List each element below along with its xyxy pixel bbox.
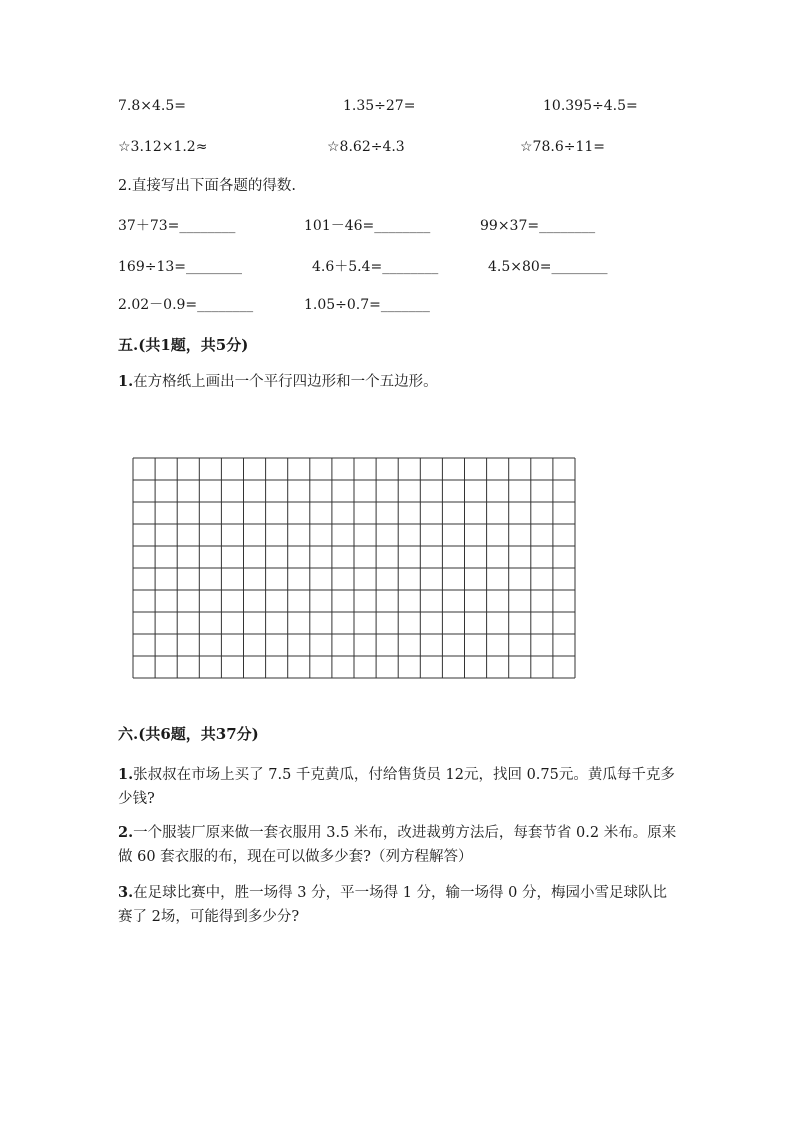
oral-calc-item: 101－46=________ xyxy=(304,218,431,234)
word-problem xyxy=(118,821,678,869)
calc-item: 1.35÷27= xyxy=(343,98,416,114)
section-6-heading: 六.(共6题，共37分) xyxy=(118,725,259,743)
oral-calc-item: 169÷13=________ xyxy=(118,259,242,275)
question-number: 1. xyxy=(118,766,134,783)
oral-calc-item: 4.6＋5.4=________ xyxy=(312,259,439,275)
word-problem xyxy=(118,881,678,929)
oral-calc-item: 1.05÷0.7=_______ xyxy=(304,297,430,313)
calc-item: 7.8×4.5= xyxy=(118,98,186,114)
section-5-heading: 五.(共1题，共5分) xyxy=(118,336,249,354)
question-number: 1. xyxy=(118,373,134,390)
question-text: 一个服装厂原来做一套衣服用 3.5 米布，改进裁剪方法后，每套节省 0.2 米布。原来做 60 套衣服的布，现在可以做多少套?（列方程解答） xyxy=(118,825,677,865)
question-text: 在方格纸上画出一个平行四边形和一个五边形。 xyxy=(133,374,438,390)
question-number: 3. xyxy=(118,884,134,901)
oral-calc-item: 2.02－0.9=________ xyxy=(118,297,254,313)
section-5-question xyxy=(118,373,438,391)
oral-calc-item: 99×37=________ xyxy=(480,218,596,234)
calc-item: ☆8.62÷4.3 xyxy=(327,139,405,155)
grid-paper[interactable] xyxy=(132,457,576,679)
oral-calc-item: 4.5×80=________ xyxy=(488,259,608,275)
question-text: 在足球比赛中，胜一场得 3 分，平一场得 1 分，输一场得 0 分，梅园小雪足球队比赛了 2场，可能得到多少分? xyxy=(118,885,667,925)
oral-calc-item: 37＋73=________ xyxy=(118,218,236,234)
calc-item: 10.395÷4.5= xyxy=(543,98,638,114)
section-2-title: 2.直接写出下面各题的得数. xyxy=(118,178,296,194)
question-text: 张叔叔在市场上买了 7.5 千克黄瓜，付给售货员 12元，找回 0.75元。黄瓜每千克多少钱? xyxy=(118,767,675,807)
word-problem xyxy=(118,763,678,811)
question-number: 2. xyxy=(118,824,134,841)
calc-item: ☆3.12×1.2≈ xyxy=(118,139,208,155)
calc-item: ☆78.6÷11= xyxy=(520,139,605,155)
